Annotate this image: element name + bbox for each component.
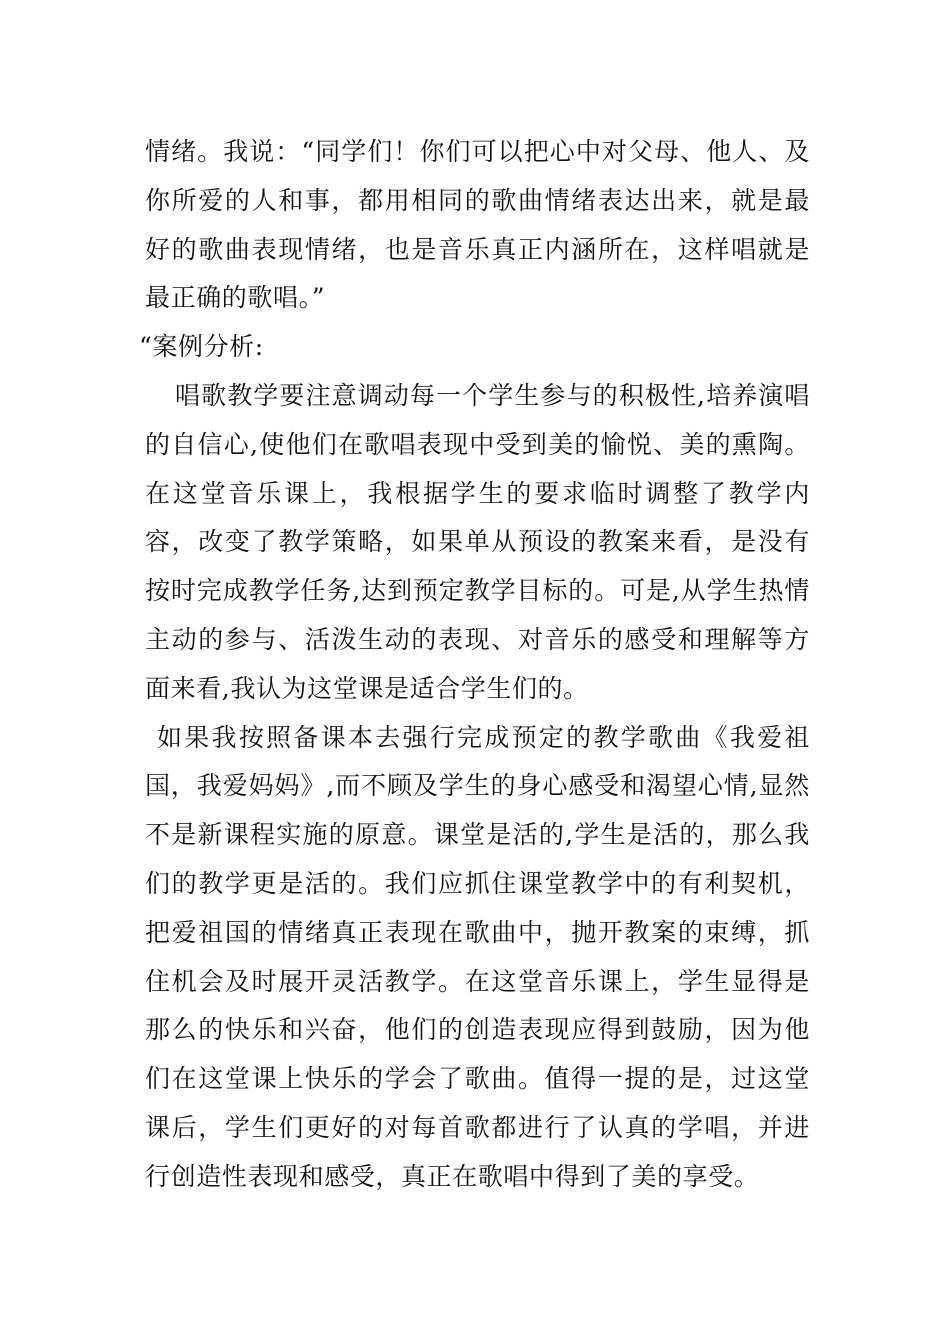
case-analysis-heading: “案例分析: [139, 332, 264, 362]
document-body [139, 128, 810, 1202]
paragraph-continuation: 情绪。我说：“同学们！你们可以把心中对父母、他人、及你所爱的人和事，都用相同的歌曲情绪表达出来，就是最好的歌曲表现情绪，也是音乐真正内涵所在，这样唱就是最正确的歌唱。” [145, 137, 810, 313]
paragraph-analysis-1: 唱歌教学要注意调动每一个学生参与的积极性,培养演唱的自信心,使他们在歌唱表现中受到美的愉悦、美的熏陶。在这堂音乐课上，我根据学生的要求临时调整了教学内容，改变了教学策略，如果单从预设的教案来看，是没有按时完成教学任务,达到预定教学目标的。可是,从学生热情主动的参与、活泼生动的表现、对音乐的感受和理解等方面来看,我认为这堂课是适合学生们的。 [145, 380, 810, 703]
paragraph-analysis-2: 如果我按照备课本去强行完成预定的教学歌曲《我爱祖国，我爱妈妈》,而不顾及学生的身心感受和渴望心情,显然不是新课程实施的原意。课堂是活的,学生是活的，那么我们的教学更是活的。我们应抓住课堂教学中的有利契机，把爱祖国的情绪真正表现在歌曲中，抛开教案的束缚，抓住机会及时展开灵活教学。在这堂音乐课上，学生显得是那么的快乐和兴奋，他们的创造表现应得到鼓励，因为他们在这堂课上快乐的学会了歌曲。值得一提的是，过这堂课后，学生们更好的对每首歌都进行了认真的学唱，并进行创造性表现和感受，真正在歌唱中得到了美的享受。 [145, 722, 810, 1191]
